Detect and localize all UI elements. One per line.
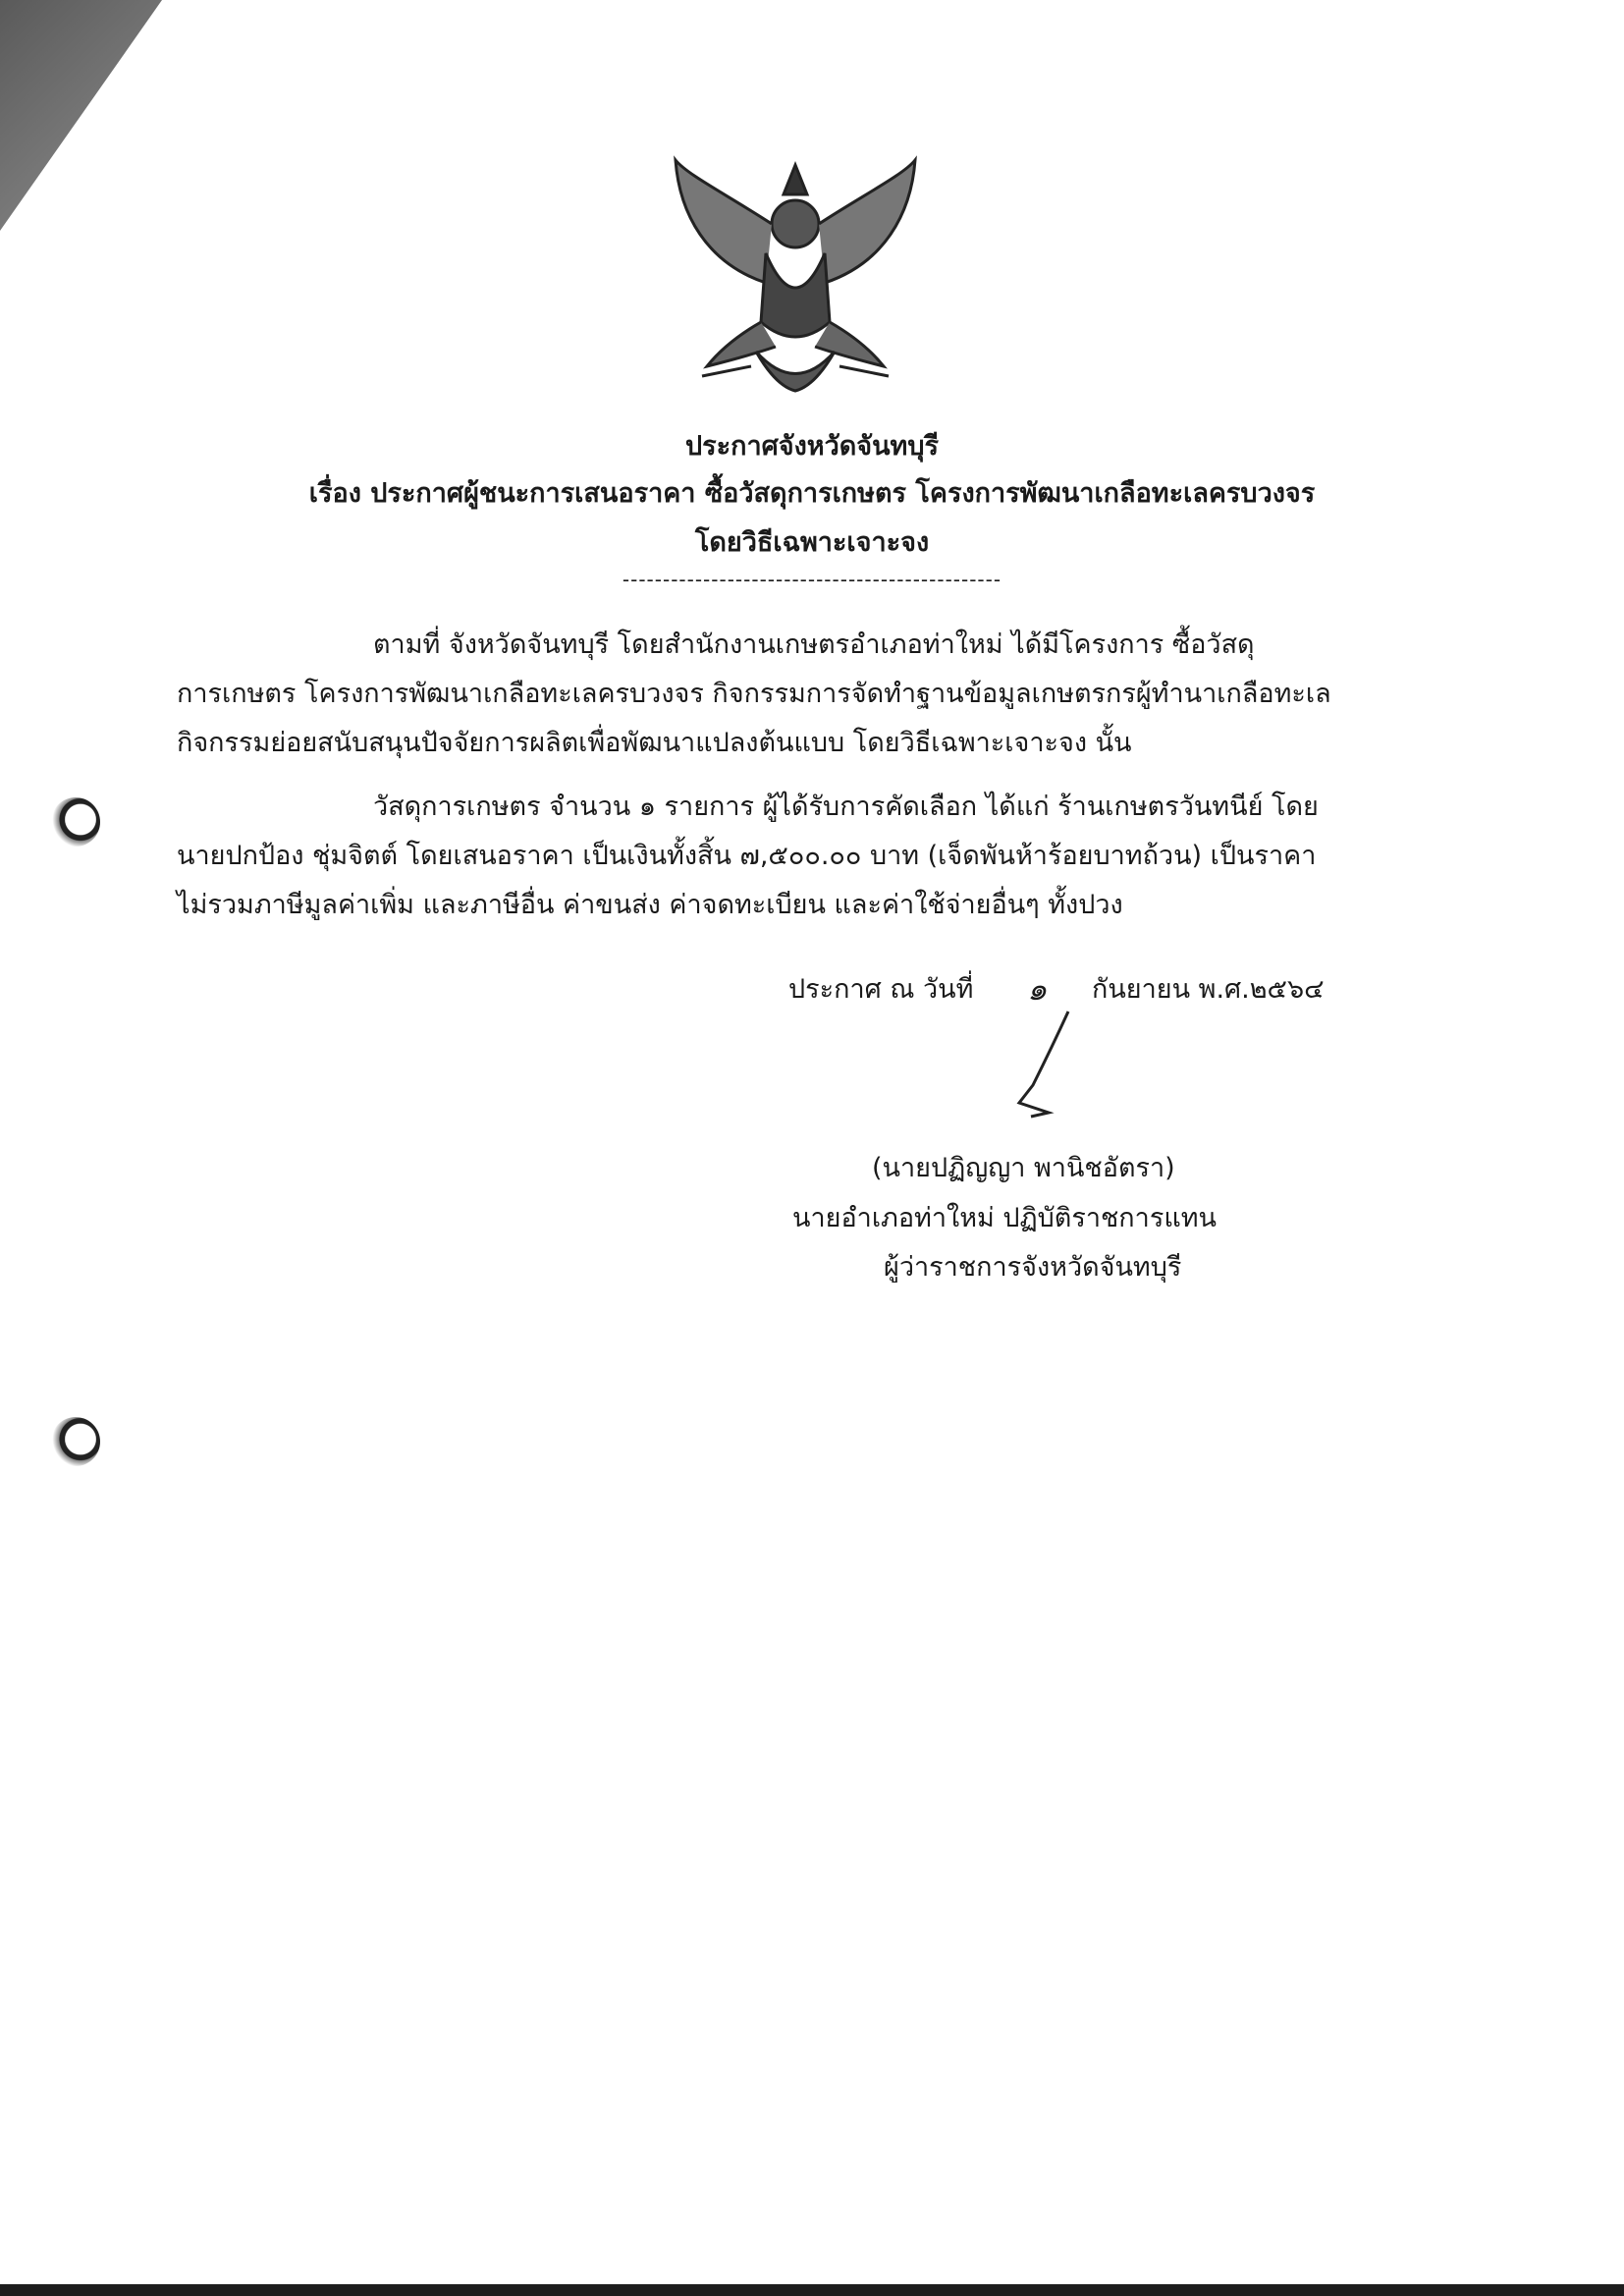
handwritten-signature	[992, 1007, 1100, 1124]
date-day: ๑	[1027, 970, 1048, 1008]
paragraph1-line2: การเกษตร โครงการพัฒนาเกลือทะเลครบวงจร กิจกรรมการจัดทำฐานข้อมูลเกษตรกรผู้ทำนาเกลือทะเล	[177, 679, 1331, 709]
document-title: ประกาศจังหวัดจันทบุรี	[684, 431, 939, 462]
paragraph2-line1: วัสดุการเกษตร จำนวน ๑ รายการ ผู้ได้รับการคัดเลือก ได้แก่ ร้านเกษตรวันทนีย์ โดย	[373, 792, 1319, 822]
scan-folded-corner	[0, 0, 162, 231]
method-line: โดยวิธีเฉพาะเจาะจง	[694, 527, 930, 558]
date-prefix: ประกาศ ณ วันที่	[788, 974, 974, 1005]
punch-hole-bottom	[51, 1417, 100, 1466]
date-month-year: กันยายน พ.ศ.๒๕๖๔	[1092, 974, 1325, 1005]
paragraph1-line1: ตามที่ จังหวัดจันทบุรี โดยสำนักงานเกษตรอำเภอท่าใหม่ ได้มีโครงการ ซื้อวัสดุ	[373, 629, 1255, 660]
paragraph2-line2: นายปกป้อง ชุ่มจิตต์ โดยเสนอราคา เป็นเงินทั้งสิ้น ๗,๕๐๐.๐๐ บาท (เจ็ดพันห้าร้อยบาทถ้วน) เป็นราคา	[177, 841, 1317, 871]
paragraph2-line3: ไม่รวมภาษีมูลค่าเพิ่ม และภาษีอื่น ค่าขนส่ง ค่าจดทะเบียน และค่าใช้จ่ายอื่นๆ ทั้งปวง	[177, 890, 1123, 920]
signatory-name: (นายปฏิญญา พานิชอัตรา)	[872, 1153, 1175, 1183]
signatory-position: นายอำเภอท่าใหม่ ปฏิบัติราชการแทน	[792, 1203, 1217, 1233]
scan-edge	[0, 2284, 1624, 2296]
subject-line: เรื่อง ประกาศผู้ชนะการเสนอราคา ซื้อวัสดุการเกษตร โครงการพัฒนาเกลือทะเลครบวงจร	[308, 478, 1316, 509]
garuda-emblem-icon	[668, 155, 923, 401]
signatory-title: ผู้ว่าราชการจังหวัดจันทบุรี	[884, 1252, 1182, 1283]
paragraph1-line3: กิจกรรมย่อยสนับสนุนปัจจัยการผลิตเพื่อพัฒนาแปลงต้นแบบ โดยวิธีเฉพาะเจาะจง นั้น	[177, 728, 1132, 758]
header-divider: -----------------------------------------------	[622, 568, 1002, 591]
punch-hole-top	[51, 797, 100, 847]
